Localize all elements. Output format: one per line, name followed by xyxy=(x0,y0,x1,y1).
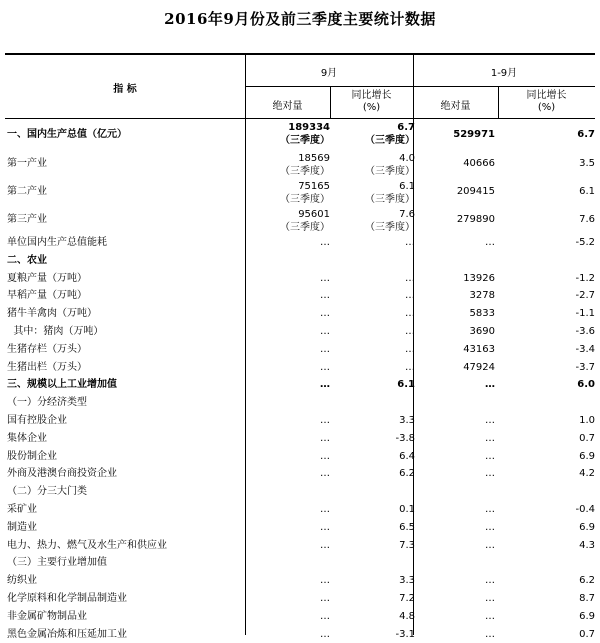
cell-c2: 7.3 xyxy=(399,539,415,551)
table-row xyxy=(5,119,595,150)
cell-c4: -1.2 xyxy=(575,272,595,284)
cell-c2: 0.1 xyxy=(399,504,415,515)
cell-c2: … xyxy=(405,290,415,302)
cell-c4: 4.3 xyxy=(579,539,595,551)
table-row xyxy=(5,305,595,323)
cell-c2: 6.1 xyxy=(397,379,415,391)
cell-c1: … xyxy=(320,539,330,551)
row-label: 早稻产量（万吨） xyxy=(7,290,87,302)
cell-c4: 6.9 xyxy=(579,521,595,533)
row-label: 其中：猪肉（万吨） xyxy=(7,326,104,337)
cell-c4: -5.2 xyxy=(575,237,595,248)
cell-c4: -3.7 xyxy=(575,361,595,373)
cell-c2: … xyxy=(405,272,415,284)
cell-c2: -3.1 xyxy=(395,628,415,640)
cell-c3: 13926 xyxy=(463,272,495,284)
cell-note: （三季度） xyxy=(365,222,415,233)
table-row xyxy=(5,412,595,430)
cell-c1: … xyxy=(320,468,330,480)
cell-value: 18569 xyxy=(298,153,330,164)
cell-value: 75165 xyxy=(298,181,330,192)
row-label: （一）分经济类型 xyxy=(7,397,87,409)
header-month: 9月 xyxy=(320,68,338,79)
cell-c1: … xyxy=(320,575,330,587)
cell-c4: -3.4 xyxy=(575,343,595,355)
table-row xyxy=(5,590,595,608)
cell-c3: 279890 xyxy=(456,214,495,225)
cell-c2: 7.2 xyxy=(399,593,415,604)
cell-c4: -1.1 xyxy=(575,308,595,320)
cell-c4: 6.2 xyxy=(579,575,595,587)
table-row xyxy=(5,178,595,206)
table-row xyxy=(5,572,595,590)
cell-c1: … xyxy=(320,272,330,284)
row-label: 三、规模以上工业增加值 xyxy=(7,379,117,391)
cell-c4: 6.9 xyxy=(579,610,595,622)
cell-c1: … xyxy=(320,450,330,462)
cell-c3: … xyxy=(485,593,495,604)
cell-c2 xyxy=(335,208,415,234)
cell-c1: … xyxy=(320,361,330,373)
cell-c4: 6.9 xyxy=(579,450,595,462)
row-label: 外商及港澳台商投资企业 xyxy=(7,468,117,480)
header-indicator: 指 标 xyxy=(113,84,137,95)
cell-c4: 1.0 xyxy=(579,415,595,426)
cell-c2: 6.5 xyxy=(399,521,415,533)
table-row xyxy=(5,206,595,234)
cell-c2 xyxy=(335,121,415,147)
row-label: 生猪出栏（万头） xyxy=(7,361,87,373)
table-row xyxy=(5,608,595,626)
cell-c2: … xyxy=(405,237,415,248)
table-row xyxy=(5,376,595,394)
cell-value: 6.7 xyxy=(397,122,415,133)
cell-c2: … xyxy=(405,326,415,337)
header-ytd: 1-9月 xyxy=(490,68,518,79)
table-row xyxy=(5,537,595,555)
cell-c4: 3.5 xyxy=(579,158,595,169)
row-label: 黑色金属冶炼和压延加工业 xyxy=(7,628,127,640)
cell-c2: … xyxy=(405,343,415,355)
table-row xyxy=(5,430,595,448)
cell-c3: 209415 xyxy=(456,186,495,197)
table-row xyxy=(5,359,595,377)
cell-c3: 40666 xyxy=(463,158,495,169)
cell-c1: … xyxy=(320,432,330,444)
cell-c1: … xyxy=(320,237,330,248)
cell-note: （三季度） xyxy=(280,194,330,205)
cell-c3: … xyxy=(485,610,495,622)
row-label: 集体企业 xyxy=(7,432,47,444)
cell-c3: … xyxy=(485,432,495,444)
table-row xyxy=(5,626,595,643)
table-row xyxy=(5,483,595,501)
header-ytd-growth xyxy=(498,90,595,114)
subheader-divider xyxy=(245,86,595,87)
table-row xyxy=(5,465,595,483)
cell-c3: 43163 xyxy=(463,343,495,355)
cell-c1: … xyxy=(320,290,330,302)
cell-c3: 3690 xyxy=(469,326,495,337)
cell-c2 xyxy=(335,180,415,206)
table-row xyxy=(5,287,595,305)
cell-c3: … xyxy=(485,521,495,533)
table-row xyxy=(5,341,595,359)
row-label: 制造业 xyxy=(7,521,37,533)
cell-note: （三季度） xyxy=(280,135,330,146)
header-month-growth xyxy=(330,90,413,114)
cell-note: （三季度） xyxy=(280,166,330,177)
cell-c1: … xyxy=(320,610,330,622)
cell-c1: … xyxy=(320,415,330,426)
cell-c1 xyxy=(250,180,330,206)
cell-c4: 6.7 xyxy=(577,129,595,140)
cell-value: 189334 xyxy=(288,122,330,133)
cell-c3: … xyxy=(485,539,495,551)
table-top-border xyxy=(5,53,595,55)
cell-c2: 3.3 xyxy=(399,415,415,426)
cell-c1: … xyxy=(320,308,330,320)
cell-c2: 6.2 xyxy=(399,468,415,480)
header-ytd-absolute: 绝对量 xyxy=(440,101,471,112)
cell-c1 xyxy=(250,208,330,234)
cell-c1: … xyxy=(320,521,330,533)
cell-c1 xyxy=(250,152,330,178)
cell-c1: … xyxy=(320,343,330,355)
cell-c1: … xyxy=(320,379,330,391)
cell-note: （三季度） xyxy=(365,166,415,177)
cell-note: （三季度） xyxy=(280,222,330,233)
cell-note: （三季度） xyxy=(365,194,415,205)
cell-c4: -0.4 xyxy=(575,504,595,515)
cell-c1: … xyxy=(320,504,330,515)
cell-value: 4.0 xyxy=(399,153,415,164)
cell-c2: 3.3 xyxy=(399,575,415,587)
cell-c3: … xyxy=(485,575,495,587)
row-label: 非金属矿物制品业 xyxy=(7,610,87,622)
row-label: 股份制企业 xyxy=(7,450,57,462)
cell-c3: … xyxy=(485,628,495,640)
cell-c1: … xyxy=(320,326,330,337)
row-label: 猪牛羊禽肉（万吨） xyxy=(7,308,97,320)
cell-c1: … xyxy=(320,593,330,604)
cell-c2 xyxy=(335,152,415,178)
row-label: 采矿业 xyxy=(7,504,37,515)
row-label: 化学原料和化学制品制造业 xyxy=(7,593,127,604)
row-label: （二）分三大门类 xyxy=(7,486,87,498)
cell-value: 6.1 xyxy=(399,181,415,192)
header-growth-line1: 同比增长 xyxy=(526,90,567,101)
header-growth-line2: (%) xyxy=(537,102,556,113)
cell-c4: 8.7 xyxy=(579,593,595,604)
cell-c4: 4.2 xyxy=(579,468,595,480)
cell-c2: 6.4 xyxy=(399,450,415,462)
table-row xyxy=(5,234,595,252)
table-row xyxy=(5,554,595,572)
cell-c2: … xyxy=(405,361,415,373)
cell-c3: 529971 xyxy=(453,129,495,140)
table-row xyxy=(5,448,595,466)
row-label: 第三产业 xyxy=(7,214,47,225)
cell-c2: -3.8 xyxy=(395,432,415,444)
cell-c4: -2.7 xyxy=(575,290,595,302)
cell-c4: -3.6 xyxy=(575,326,595,337)
cell-c4: 0.7 xyxy=(579,432,595,444)
cell-c3: 5833 xyxy=(469,308,495,320)
header-growth-line2: (%) xyxy=(362,102,381,113)
cell-c1: … xyxy=(320,628,330,640)
row-label: 夏粮产量（万吨） xyxy=(7,272,87,284)
cell-c3: … xyxy=(485,468,495,480)
cell-c3: 47924 xyxy=(463,361,495,373)
cell-value: 95601 xyxy=(298,209,330,220)
cell-c3: … xyxy=(485,237,495,248)
table-row xyxy=(5,394,595,412)
row-label: 单位国内生产总值能耗 xyxy=(7,237,107,248)
table-row xyxy=(5,270,595,288)
page-title: 2016年9月份及前三季度主要统计数据 xyxy=(164,10,436,28)
cell-c4: 6.0 xyxy=(577,379,595,391)
cell-c3: … xyxy=(485,415,495,426)
row-label: （三）主要行业增加值 xyxy=(7,557,107,569)
cell-c4: 7.6 xyxy=(579,214,595,225)
row-label: 电力、热力、燃气及水生产和供应业 xyxy=(7,539,167,551)
row-label: 第二产业 xyxy=(7,186,47,197)
cell-c4: 0.7 xyxy=(579,628,595,640)
cell-c2: 4.8 xyxy=(399,610,415,622)
cell-value: 7.6 xyxy=(399,209,415,220)
cell-c3: … xyxy=(485,379,495,391)
cell-c3: 3278 xyxy=(469,290,495,302)
cell-c3: … xyxy=(485,450,495,462)
row-label: 第一产业 xyxy=(7,158,47,169)
header-growth-line1: 同比增长 xyxy=(351,90,392,101)
row-label: 生猪存栏（万头） xyxy=(7,343,87,355)
table-row xyxy=(5,519,595,537)
row-label: 纺织业 xyxy=(7,575,37,587)
table-row xyxy=(5,150,595,178)
row-label: 二、农业 xyxy=(7,254,47,266)
table-row xyxy=(5,501,595,519)
cell-c2: … xyxy=(405,308,415,320)
row-label: 国有控股企业 xyxy=(7,415,67,426)
table-row xyxy=(5,323,595,341)
cell-c3: … xyxy=(485,504,495,515)
cell-note: （三季度） xyxy=(365,135,415,146)
table-row xyxy=(5,252,595,270)
header-month-absolute: 绝对量 xyxy=(272,101,303,112)
row-label: 一、国内生产总值（亿元） xyxy=(7,129,127,140)
cell-c4: 6.1 xyxy=(579,186,595,197)
cell-c1 xyxy=(250,121,330,147)
